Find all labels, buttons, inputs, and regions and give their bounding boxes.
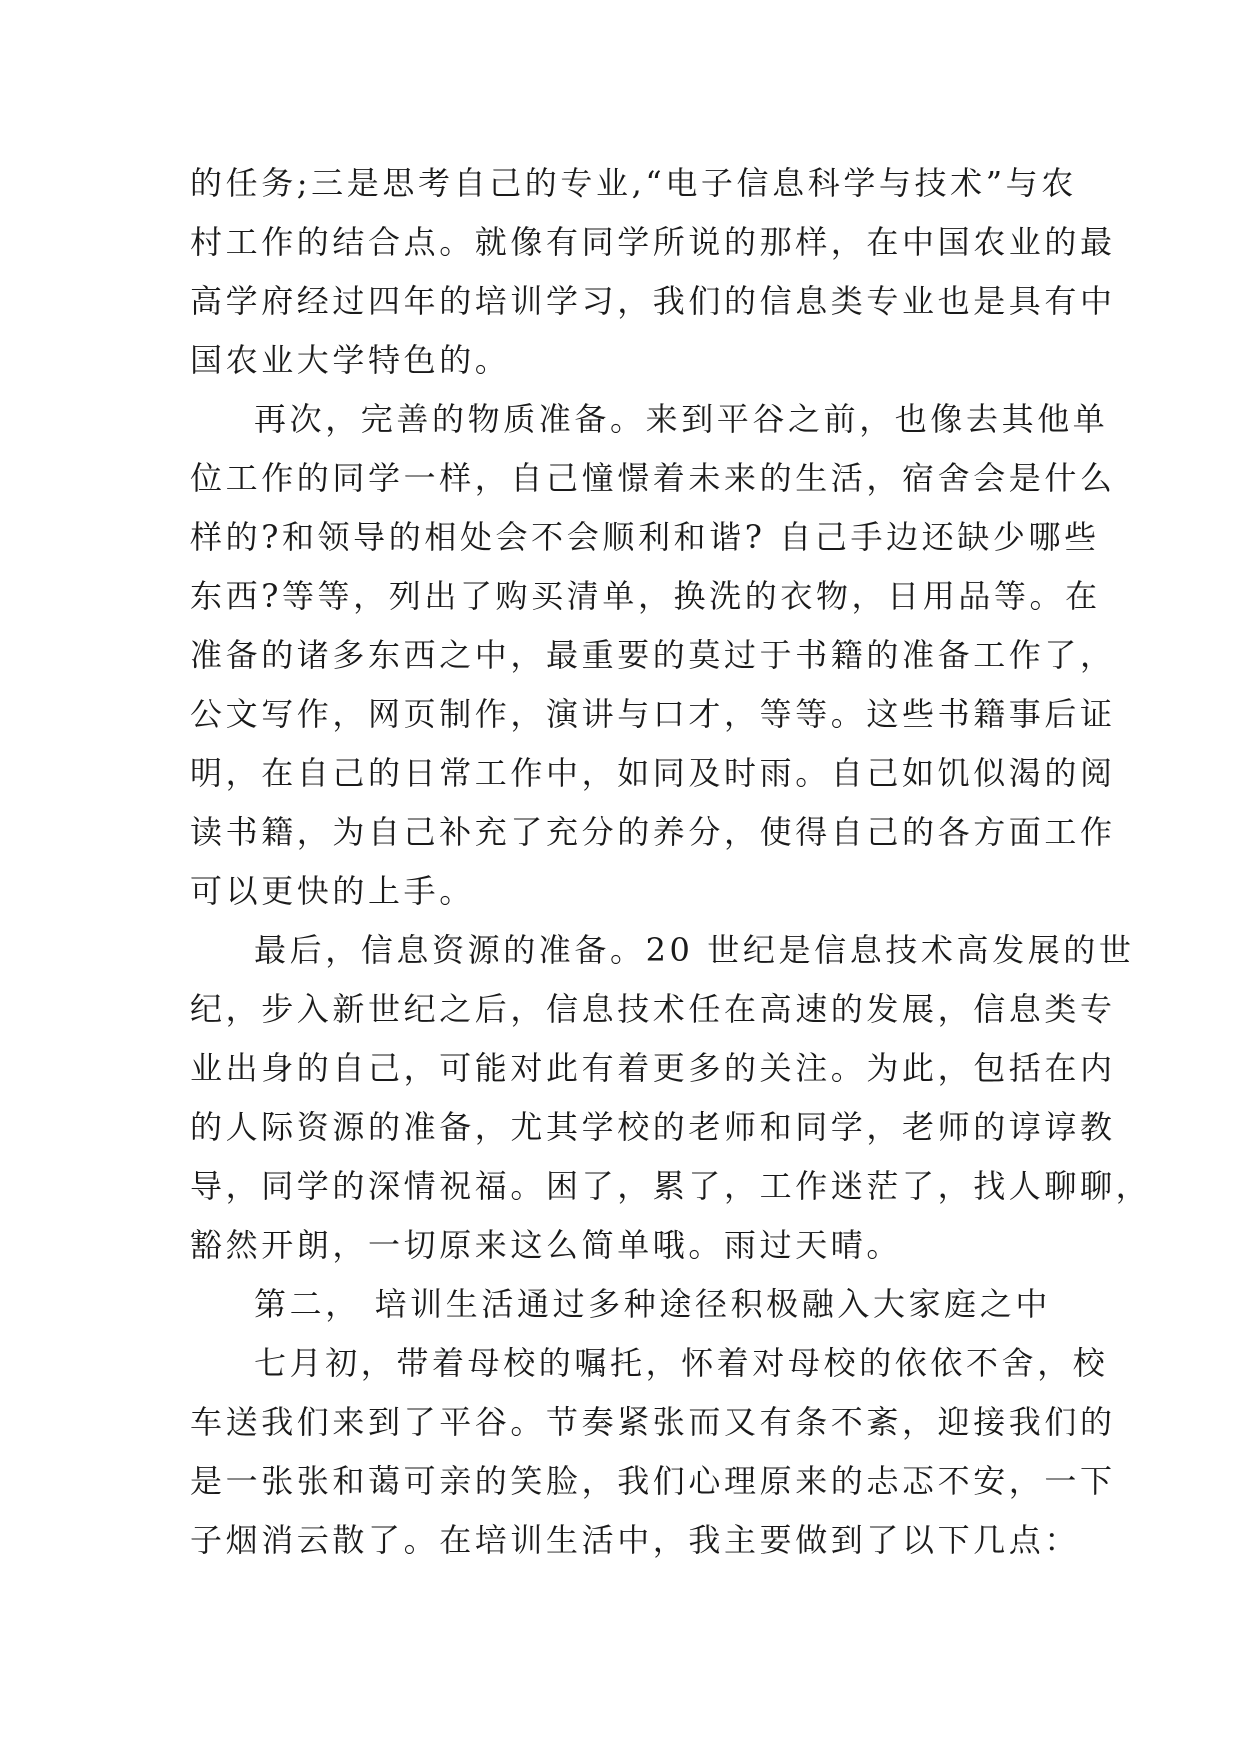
text-line: 村工作的结合点。就像有同学所说的那样，在中国农业的最 bbox=[190, 223, 1116, 261]
text-line: 样的?和领导的相处会不会顺利和谐? 自己手边还缺少哪些 bbox=[190, 518, 1100, 556]
text-line: 子烟消云散了。在培训生活中，我主要做到了以下几点： bbox=[190, 1521, 1081, 1559]
text-line: 可以更快的上手。 bbox=[190, 872, 475, 910]
text-line: 七月初，带着母校的嘱托，怀着对母校的依依不舍，校 bbox=[254, 1344, 1109, 1382]
text-line: 国农业大学特色的。 bbox=[190, 341, 511, 379]
text-line: 豁然开朗，一切原来这么简单哦。雨过天晴。 bbox=[190, 1226, 903, 1264]
text-line: 是一张张和蔼可亲的笑脸，我们心理原来的忐忑不安，一下 bbox=[190, 1462, 1116, 1500]
text-line: 第二， 培训生活通过多种途径积极融入大家庭之中 bbox=[254, 1285, 1051, 1323]
text-line: 的任务;三是思考自己的专业,“电子信息科学与技术”与农 bbox=[190, 164, 1077, 202]
text-line: 纪，步入新世纪之后，信息技术任在高速的发展，信息类专 bbox=[190, 990, 1116, 1028]
text-line: 公文写作，网页制作，演讲与口才，等等。这些书籍事后证 bbox=[190, 695, 1116, 733]
text-line: 业出身的自己，可能对此有着更多的关注。为此，包括在内 bbox=[190, 1049, 1116, 1087]
text-line: 再次，完善的物质准备。来到平谷之前，也像去其他单 bbox=[254, 400, 1109, 438]
text-line: 位工作的同学一样，自己憧憬着未来的生活，宿舍会是什么 bbox=[190, 459, 1116, 497]
text-line: 的人际资源的准备，尤其学校的老师和同学，老师的谆谆教 bbox=[190, 1108, 1116, 1146]
text-line: 东西?等等，列出了购买清单，换洗的衣物，日用品等。在 bbox=[190, 577, 1101, 615]
text-line: 准备的诸多东西之中，最重要的莫过于书籍的准备工作了， bbox=[190, 636, 1116, 674]
text-line: 读书籍，为自己补充了充分的养分，使得自己的各方面工作 bbox=[190, 813, 1116, 851]
text-line: 明，在自己的日常工作中，如同及时雨。自己如饥似渴的阅 bbox=[190, 754, 1116, 792]
text-line: 导，同学的深情祝福。困了，累了，工作迷茫了，找人聊聊， bbox=[190, 1167, 1152, 1205]
text-line: 最后，信息资源的准备。20 世纪是信息技术高发展的世 bbox=[254, 931, 1135, 969]
text-line: 车送我们来到了平谷。节奏紧张而又有条不紊，迎接我们的 bbox=[190, 1403, 1116, 1441]
text-line: 高学府经过四年的培训学习，我们的信息类专业也是具有中 bbox=[190, 282, 1116, 320]
document-body-text bbox=[190, 154, 1152, 1570]
